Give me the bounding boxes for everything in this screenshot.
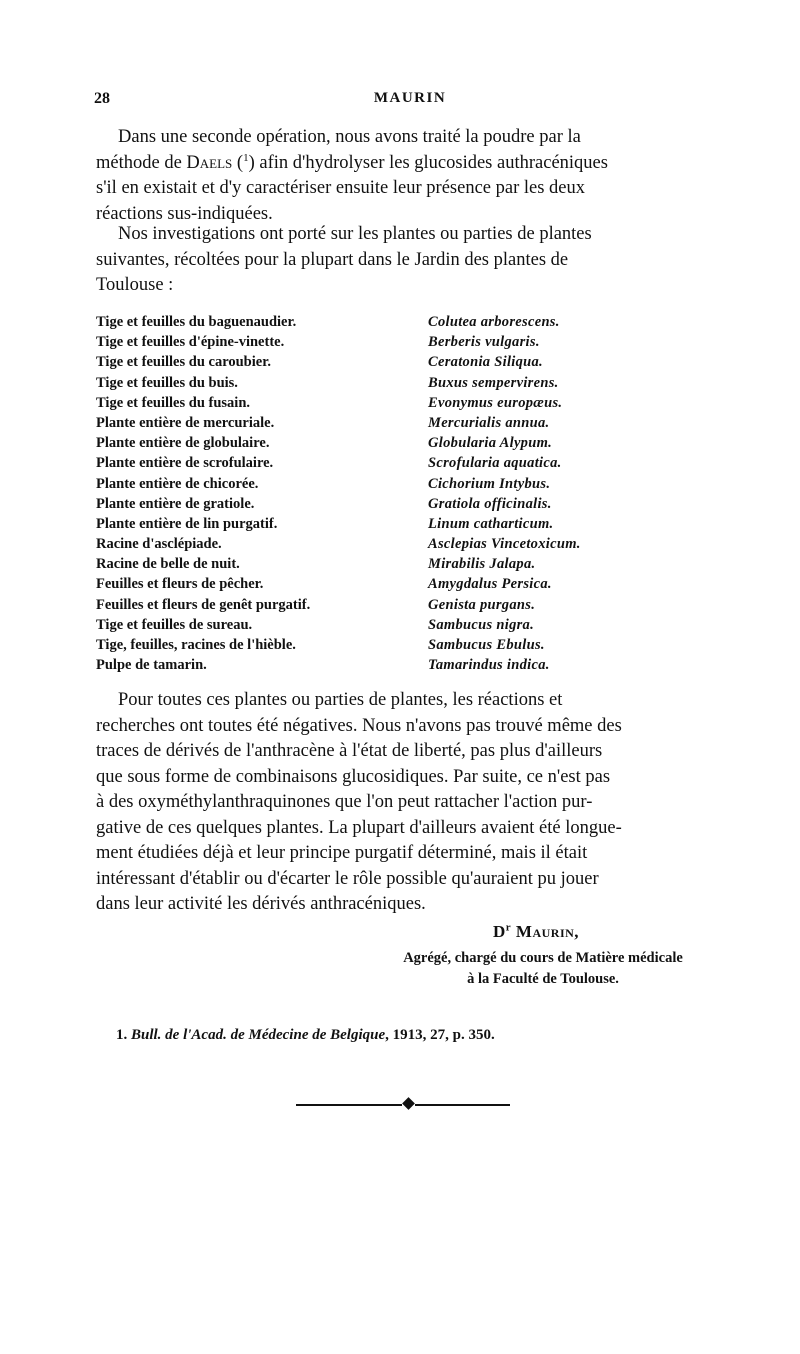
plant-latin-name: Ceratonia Siliqua. — [428, 354, 543, 371]
plant-row — [96, 574, 736, 594]
plant-row — [96, 655, 736, 675]
plant-latin-name: Asclepias Vincetoxicum. — [428, 536, 581, 553]
plant-row — [96, 332, 736, 352]
paragraph-line: ment étudiées déjà et leur principe purgatif déterminé, mais il était — [96, 843, 588, 863]
plant-common-name: Tige et feuilles du caroubier. — [96, 354, 271, 371]
paragraph-line: Pour toutes ces plantes ou parties de plantes, les réactions et — [118, 690, 563, 710]
plant-latin-name: Evonymus europæus. — [428, 394, 563, 411]
plant-list — [96, 312, 736, 675]
footnote-number: 1. — [116, 1027, 128, 1043]
plant-common-name: Feuilles et fleurs de genêt purgatif. — [96, 596, 311, 613]
plant-latin-name: Amygdalus Persica. — [428, 576, 552, 593]
plant-common-name: Plante entière de globulaire. — [96, 435, 270, 452]
plant-common-name: Racine d'asclépiade. — [96, 536, 222, 553]
plant-row — [96, 635, 736, 655]
plant-common-name: Plante entière de lin purgatif. — [96, 515, 278, 532]
plant-row — [96, 433, 736, 453]
plant-row — [96, 453, 736, 473]
paragraph-line: réactions sus-indiquées. — [96, 203, 273, 224]
paragraph-line: recherches ont toutes été négatives. Nous n'avons pas trouvé même des — [96, 715, 622, 736]
ornament-line-right — [415, 1104, 510, 1106]
plant-common-name: Plante entière de gratiole. — [96, 495, 255, 512]
footnote-details: , 1913, 27, p. 350. — [385, 1027, 495, 1043]
paragraph-line: suivantes, récoltées pour la plupart dans le Jardin des plantes de — [96, 249, 569, 270]
plant-common-name: Tige et feuilles du buis. — [96, 374, 238, 391]
plant-common-name: Tige et feuilles du baguenaudier. — [96, 314, 297, 330]
paragraph-line: intéressant d'établir ou d'écarter le rôle possible qu'auraient pu jouer — [96, 868, 599, 889]
paragraph-line: Toulouse : — [96, 275, 174, 295]
plant-row — [96, 534, 736, 554]
plant-latin-name: Linum catharticum. — [428, 515, 554, 532]
plant-latin-name: Mirabilis Jalapa. — [428, 556, 536, 573]
text-segment: afin d'hydrolyser les glucosides authracéniques — [254, 152, 608, 173]
signature-name — [493, 922, 579, 942]
plant-common-name: Pulpe de tamarin. — [96, 657, 207, 674]
paragraph-line: gative de ces quelques plantes. La plupart d'ailleurs avaient été longue- — [96, 817, 622, 838]
plant-row — [96, 312, 736, 332]
signature-title — [363, 948, 723, 990]
paragraph-daels-method — [96, 125, 731, 227]
plant-latin-name: Scrofularia aquatica. — [428, 455, 562, 472]
plant-latin-name: Berberis vulgaris. — [428, 334, 540, 351]
plant-latin-name: Buxus sempervirens. — [428, 374, 559, 391]
plant-latin-name: Genista purgans. — [428, 596, 536, 613]
running-head: MAURIN — [373, 90, 447, 106]
signature-title-line: à la Faculté de Toulouse. — [467, 971, 619, 987]
text-segment: méthode de — [96, 152, 187, 173]
plant-common-name: Plante entière de scrofulaire. — [96, 455, 274, 472]
paragraph-investigations — [96, 222, 731, 299]
plant-common-name: Racine de belle de nuit. — [96, 556, 240, 573]
plant-latin-name: Tamarindus indica. — [428, 657, 550, 674]
plant-row — [96, 413, 736, 433]
paragraph-line: s'il en existait et d'y caractériser ensuite leur présence par les deux — [96, 178, 585, 198]
page-number: 28 — [94, 90, 110, 107]
ornament-line-left — [296, 1104, 402, 1106]
paragraph-results — [96, 688, 731, 918]
paragraph-line: traces de dérivés de l'anthracène à l'état de liberté, pas plus d'ailleurs — [96, 741, 603, 761]
end-ornament — [296, 1097, 510, 1111]
footnote-source: Bull. de l'Acad. de Médecine de Belgique — [131, 1027, 386, 1043]
plant-row — [96, 373, 736, 393]
author-name: Maurin, — [515, 922, 580, 941]
plant-row — [96, 554, 736, 574]
plant-latin-name: Sambucus nigra. — [428, 616, 535, 633]
plant-row — [96, 494, 736, 514]
paragraph-line: Nos investigations ont porté sur les plantes ou parties de plantes — [118, 224, 592, 244]
footnote-ref: 1 — [243, 151, 249, 164]
paragraph-line: Dans une seconde opération, nous avons traité la poudre par la — [118, 127, 581, 147]
plant-common-name: Tige, feuilles, racines de l'hièble. — [96, 637, 296, 653]
plant-latin-name: Colutea arborescens. — [428, 314, 560, 330]
author-name: Daels — [186, 152, 233, 173]
plant-latin-name: Globularia Alypum. — [428, 435, 553, 452]
plant-common-name: Tige et feuilles d'épine-vinette. — [96, 334, 285, 351]
plant-row — [96, 352, 736, 372]
plant-common-name: Tige et feuilles de sureau. — [96, 616, 253, 633]
plant-common-name: Tige et feuilles du fusain. — [96, 394, 251, 411]
plant-latin-name: Mercurialis annua. — [428, 414, 550, 431]
plant-row — [96, 474, 736, 494]
signature-prefix-sup: r — [505, 921, 512, 934]
signature-title-line: Agrégé, chargé du cours de Matière médicale — [403, 950, 683, 966]
plant-latin-name: Cichorium Intybus. — [428, 475, 551, 492]
plant-common-name: Plante entière de mercuriale. — [96, 414, 275, 431]
plant-latin-name: Gratiola officinalis. — [428, 495, 552, 512]
plant-row — [96, 393, 736, 413]
plant-common-name: Plante entière de chicorée. — [96, 475, 259, 492]
plant-common-name: Feuilles et fleurs de pêcher. — [96, 576, 264, 593]
plant-row — [96, 514, 736, 534]
paragraph-line: que sous forme de combinaisons glucosidiques. Par suite, ce n'est pas — [96, 766, 611, 787]
paragraph-line: à des oxyméthylanthraquinones que l'on peut rattacher l'action pur- — [96, 792, 593, 812]
plant-row — [96, 595, 736, 615]
ornament-diamond-icon — [402, 1097, 415, 1110]
plant-row — [96, 615, 736, 635]
paragraph-line: méthode de Daels ($^1$) afin d'hydrolyser les glucosides authracéniques — [96, 151, 608, 173]
footnote — [116, 1027, 495, 1044]
signature-prefix: D — [493, 922, 506, 941]
paragraph-line: dans leur activité les dérivés anthracéniques. — [96, 894, 426, 914]
plant-latin-name: Sambucus Ebulus. — [428, 637, 545, 653]
